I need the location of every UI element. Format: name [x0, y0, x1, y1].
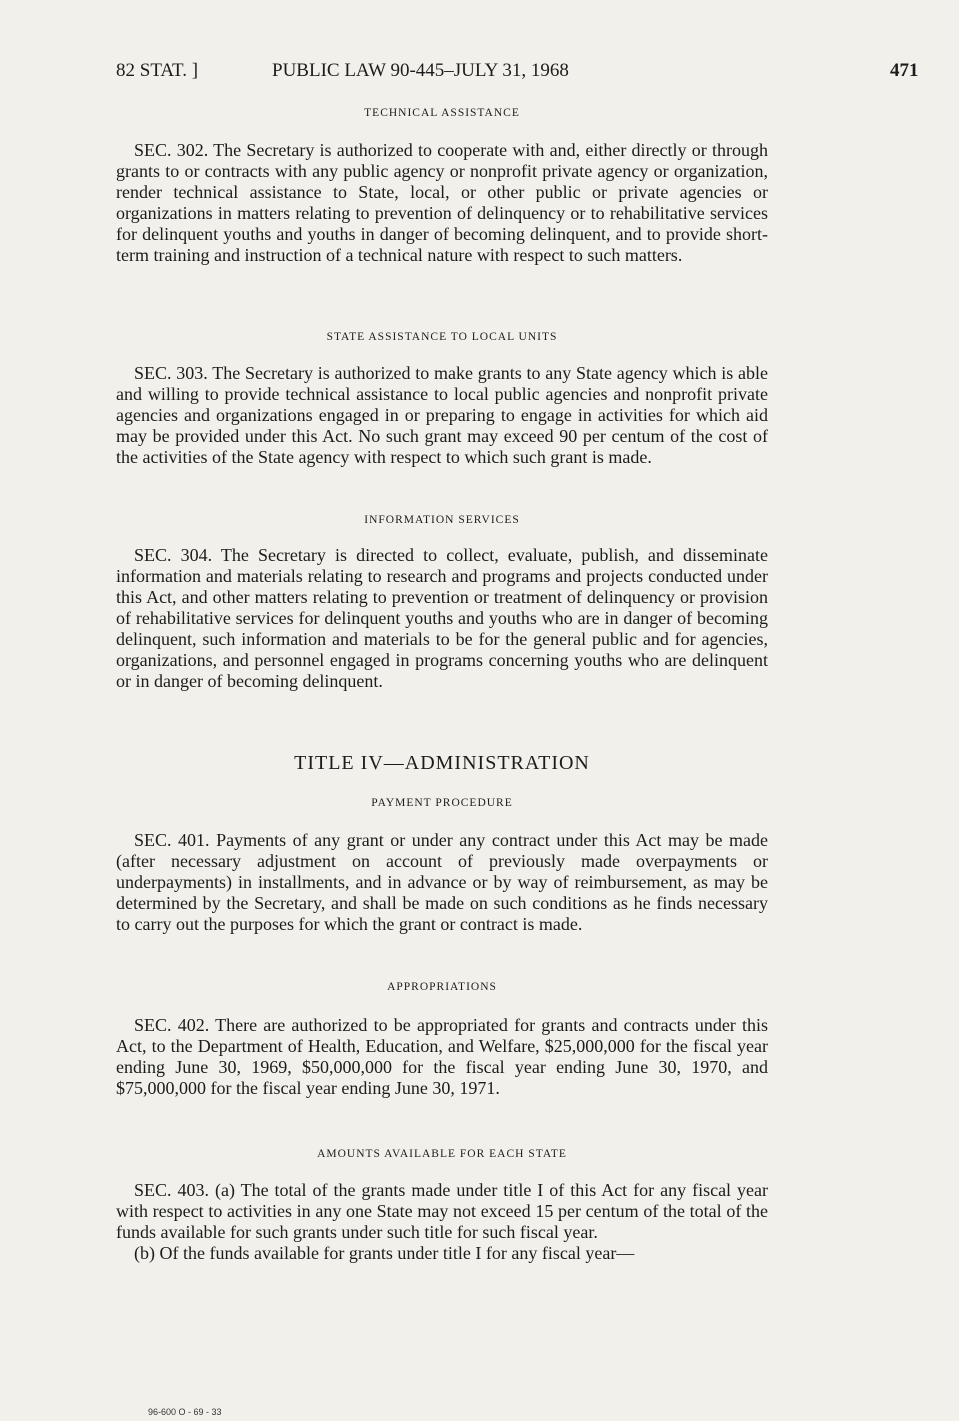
section-heading: APPROPRIATIONS	[387, 981, 497, 993]
section-label: SEC. 303.	[134, 363, 208, 383]
section-402	[116, 978, 768, 1099]
title-heading: TITLE IV—ADMINISTRATION	[294, 752, 590, 774]
page-header	[0, 60, 959, 88]
section-text: The Secretary is directed to collect, evaluate, publish, and disseminate information and materials relating to research and programs and projects conducted under this Act, and other matters relating to prevention or treatment of delinquency or provision of rehabilitative services for delinquent youths and youths who are in danger of becoming delinquent, such information and materials to be for the general public and for agencies, organizations, and personnel engaged in programs concerning youths who are delinquent or in danger of becoming delinquent.	[116, 545, 768, 691]
section-paragraph	[116, 545, 768, 692]
section-302	[116, 104, 768, 266]
section-303	[116, 328, 768, 468]
section-paragraph-b: (b) Of the funds available for grants under title I for any fiscal year—	[134, 1243, 635, 1263]
page-number: 471	[890, 60, 919, 81]
title-iv	[116, 751, 768, 775]
section-heading: PAYMENT PROCEDURE	[371, 797, 513, 809]
section-label: SEC. 401.	[134, 830, 210, 850]
section-heading: STATE ASSISTANCE TO LOCAL UNITS	[326, 331, 558, 343]
section-401	[116, 794, 768, 935]
section-text: The Secretary is authorized to cooperate with and, either directly or through grants to or contracts with any public agency or nonprofit private agency or organization, render technical assistance to State, local, or other public or private agencies or organizations in matters relating to prevention of delinquency or to rehabilitative services for delinquent youths and youths in danger of becoming delinquent, and to provide short-term training and instruction of a technical nature with respect to such matters.	[116, 140, 768, 265]
section-304	[116, 511, 768, 692]
section-label: SEC. 304.	[134, 545, 213, 565]
section-heading: INFORMATION SERVICES	[364, 514, 520, 526]
section-heading: AMOUNTS AVAILABLE FOR EACH STATE	[317, 1148, 567, 1160]
section-403	[116, 1145, 768, 1264]
section-paragraph	[116, 830, 768, 935]
section-label: SEC. 402.	[134, 1015, 210, 1035]
section-heading: TECHNICAL ASSISTANCE	[364, 107, 520, 119]
section-paragraph	[116, 363, 768, 468]
header-title: PUBLIC LAW 90-445–JULY 31, 1968	[272, 60, 569, 81]
section-text: Payments of any grant or under any contract under this Act may be made (after necessary adjustment on account of previously made overpayments or underpayments) in installments, and in advance or by way of reimbursement, as may be determined by the Secretary, and shall be made on such conditions as he finds necessary to carry out the purposes for which the grant or contract is made.	[116, 830, 769, 934]
section-label: SEC. 302.	[134, 140, 209, 160]
section-label: SEC. 403.	[134, 1180, 209, 1200]
section-text: There are authorized to be appropriated for grants and contracts under this Act, to the Department of Health, Education, and Welfare, $25,000,000 for the fiscal year ending June 30, 1969, $50,000,000 for the fiscal year ending June 30, 1970, and $75,000,000 for the fiscal year ending June 30, 1971.	[116, 1015, 769, 1098]
print-code: 96-600 O - 69 - 33	[148, 1407, 222, 1417]
section-paragraph	[116, 1015, 768, 1099]
section-paragraph	[116, 1180, 768, 1243]
section-text: (a) The total of the grants made under title I of this Act for any fiscal year with respect to activities in any one State may not exceed 15 per centum of the total of the funds available for such grants under such title for such fiscal year.	[116, 1180, 769, 1242]
section-text: The Secretary is authorized to make grants to any State agency which is able and willing to provide technical assistance to local public agencies and nonprofit private agencies and organizations engaged in or preparing to engage in activities for which aid may be provided under this Act. No such grant may exceed 90 per centum of the cost of the activities of the State agency with respect to which such grant is made.	[116, 363, 768, 467]
section-paragraph	[116, 140, 768, 266]
statute-reference: 82 STAT. ]	[116, 60, 199, 81]
